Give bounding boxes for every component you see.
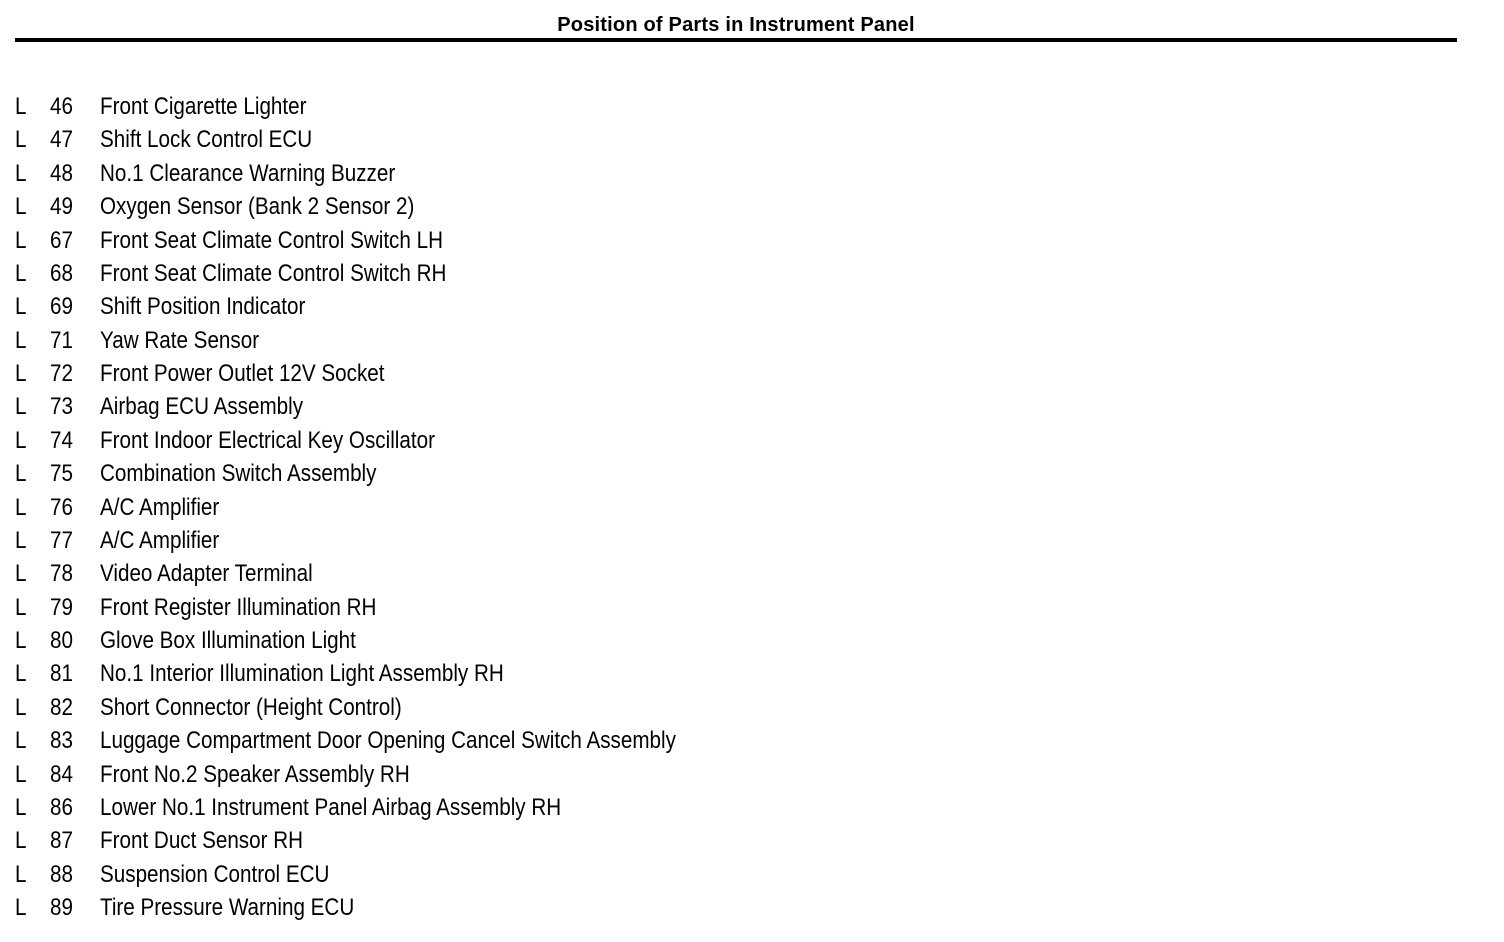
- part-number: 76: [50, 493, 73, 521]
- part-location-code: L: [15, 360, 27, 387]
- part-number: 72: [50, 360, 73, 387]
- part-number: 86: [50, 793, 73, 821]
- part-number: 71: [50, 326, 73, 354]
- part-name: Tire Pressure Warning ECU: [100, 894, 355, 921]
- part-number: 79: [50, 593, 73, 621]
- part-location-code: L: [15, 660, 27, 688]
- part-name: Front Duct Sensor RH: [100, 827, 304, 855]
- part-number: 78: [50, 560, 73, 588]
- part-number: 81: [50, 660, 73, 688]
- part-number: 69: [50, 293, 73, 321]
- part-location-code: L: [15, 526, 27, 554]
- part-location-code: L: [15, 159, 27, 187]
- part-location-code: L: [15, 226, 27, 254]
- part-location-code: L: [15, 426, 27, 454]
- part-name: Shift Position Indicator: [100, 293, 306, 321]
- part-name: Video Adapter Terminal: [100, 560, 313, 588]
- part-location-code: L: [15, 627, 27, 654]
- part-name: Glove Box Illumination Light: [100, 627, 356, 654]
- part-location-code: L: [15, 126, 27, 154]
- part-name: A/C Amplifier: [100, 493, 220, 521]
- part-location-code: L: [15, 193, 27, 221]
- part-location-code: L: [15, 727, 27, 755]
- part-location-code: L: [15, 259, 27, 287]
- part-name: Yaw Rate Sensor: [100, 326, 260, 354]
- part-location-code: L: [15, 293, 27, 321]
- part-location-code: L: [15, 760, 27, 788]
- part-location-code: L: [15, 560, 27, 588]
- part-name: Front No.2 Speaker Assembly RH: [100, 760, 410, 788]
- title-divider: [15, 38, 1457, 42]
- part-name: Lower No.1 Instrument Panel Airbag Assembly RH: [100, 793, 562, 821]
- part-name: Front Register Illumination RH: [100, 593, 377, 621]
- part-number: 80: [50, 627, 73, 654]
- part-location-code: L: [15, 827, 27, 855]
- part-location-code: L: [15, 593, 27, 621]
- part-number: 77: [50, 526, 73, 554]
- part-location-code: L: [15, 894, 27, 921]
- part-name: No.1 Interior Illumination Light Assembly RH: [100, 660, 504, 688]
- part-name: Front Cigarette Lighter: [100, 93, 307, 120]
- part-name: Suspension Control ECU: [100, 860, 330, 888]
- part-number: 49: [50, 193, 73, 221]
- part-location-code: L: [15, 860, 27, 888]
- part-number: 89: [50, 894, 73, 921]
- page-title: Position of Parts in Instrument Panel: [557, 14, 915, 36]
- part-name: Airbag ECU Assembly: [100, 393, 304, 421]
- part-number: 73: [50, 393, 73, 421]
- part-name: Shift Lock Control ECU: [100, 126, 313, 154]
- part-location-code: L: [15, 93, 27, 120]
- part-number: 48: [50, 159, 73, 187]
- part-name: No.1 Clearance Warning Buzzer: [100, 159, 396, 187]
- part-location-code: L: [15, 493, 27, 521]
- part-name: Combination Switch Assembly: [100, 460, 377, 488]
- part-name: A/C Amplifier: [100, 526, 220, 554]
- part-number: 84: [50, 760, 73, 788]
- part-number: 83: [50, 727, 73, 755]
- part-location-code: L: [15, 326, 27, 354]
- part-location-code: L: [15, 460, 27, 488]
- part-name: Luggage Compartment Door Opening Cancel Switch Assembly: [100, 727, 676, 755]
- part-number: 74: [50, 426, 73, 454]
- part-number: 67: [50, 226, 73, 254]
- part-number: 68: [50, 259, 73, 287]
- part-name: Oxygen Sensor (Bank 2 Sensor 2): [100, 193, 415, 221]
- part-location-code: L: [15, 693, 27, 721]
- part-name: Front Indoor Electrical Key Oscillator: [100, 426, 435, 454]
- part-name: Short Connector (Height Control): [100, 693, 402, 721]
- part-name: Front Seat Climate Control Switch LH: [100, 226, 443, 254]
- part-name: Front Seat Climate Control Switch RH: [100, 259, 447, 287]
- part-number: 87: [50, 827, 73, 855]
- part-number: 88: [50, 860, 73, 888]
- part-number: 47: [50, 126, 73, 154]
- part-number: 82: [50, 693, 73, 721]
- part-location-code: L: [15, 393, 27, 421]
- part-name: Front Power Outlet 12V Socket: [100, 360, 385, 387]
- part-number: 46: [50, 93, 73, 120]
- part-number: 75: [50, 460, 73, 488]
- part-location-code: L: [15, 793, 27, 821]
